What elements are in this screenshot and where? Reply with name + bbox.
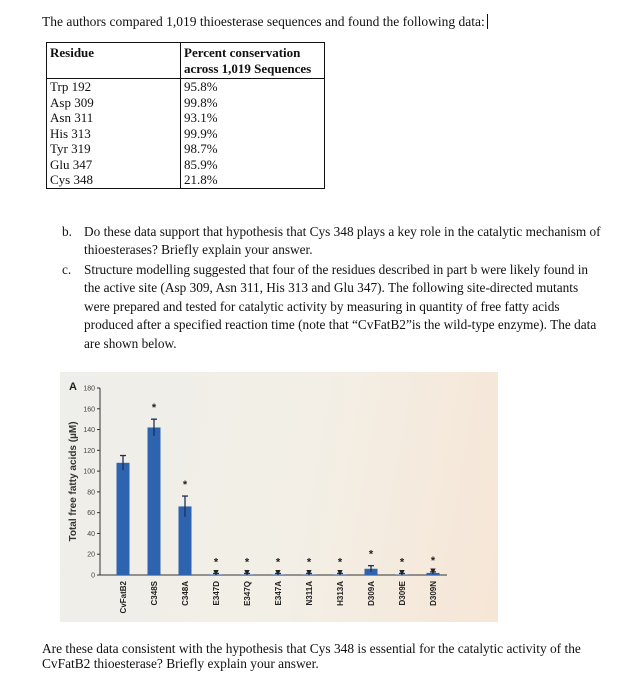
y-tick-label: 20 [87,551,95,559]
table-row [47,172,325,188]
significance-marker: * [337,556,343,569]
conservation-header: Percent conservation across 1,019 Sequences [181,43,325,79]
residue-cell: Asp 309 [47,95,181,111]
residue-cell: His 313 [47,126,181,142]
y-tick-label: 160 [83,406,95,414]
y-tick-label: 140 [83,427,95,435]
x-category-label: D309A [367,581,376,606]
y-axis-label: Total free fatty acids (µM) [68,421,79,542]
table-row [47,110,325,126]
x-category-label: E347D [212,581,221,606]
y-tick-label: 100 [83,468,95,476]
x-category-label: E347Q [243,581,252,606]
data-bar [117,463,130,575]
x-category-label: D309N [429,581,438,606]
conservation-table [46,42,325,189]
question-c-text: Structure modelling suggested that four of the residues described in part b were likely found in the active site (Asp 309, Asn 311, His 313 and Glu 347). The following site-directed mutants were prepared and tested for catalytic activity by measuring in quantity of free fatty acids produced after a specified reaction time (note that “CvFatB2”is the wild-type enzyme). The data are shown below. [84,262,597,351]
question-c-label: c. [62,262,72,277]
y-tick-label: 180 [83,385,95,393]
x-category-label: C348S [150,581,159,606]
intro-text [42,14,488,30]
x-category-label: N311A [305,581,314,606]
significance-marker: * [430,554,436,567]
table-row [47,157,325,173]
significance-arrow: ▼ [275,568,281,577]
percent-cell: 99.9% [181,126,325,142]
table-row [47,141,325,157]
y-tick-label: 120 [83,447,95,455]
residue-cell: Cys 348 [47,172,181,188]
question-b-text: Do these data support that hypothesis that Cys 348 plays a key role in the catalytic mechanism of thioesterases? Briefly explain your answer. [84,224,601,258]
x-category-label: E347A [274,581,283,606]
significance-arrow: ▼ [399,568,405,577]
residue-header: Residue [47,43,181,79]
significance-arrow: ▼ [337,568,343,577]
x-category-label: H313A [336,581,345,606]
panel-label: A [69,381,77,393]
residue-cell: Tyr 319 [47,141,181,157]
table-row [47,79,325,95]
intro-sentence: The authors compared 1,019 thioesterase sequences and found the following data: [42,14,485,29]
y-tick-label: 40 [87,530,95,538]
y-tick-label: 80 [87,489,95,497]
text-caret [487,14,488,29]
significance-marker: * [399,556,405,569]
x-category-label: C348A [181,581,190,606]
final-question: Are these data consistent with the hypothesis that Cys 348 is essential for the catalytic activity of the CvFatB2 thioesterase? Briefly explain your answer. [42,641,581,671]
y-tick-label: 0 [91,572,95,580]
table-header-row [47,43,325,79]
significance-marker: * [368,548,374,561]
significance-marker: * [151,402,157,415]
percent-cell: 21.8% [181,172,325,188]
significance-arrow: ▼ [430,566,436,575]
table-row [47,95,325,111]
figure-photo [60,372,498,622]
significance-arrow: ▼ [244,568,250,577]
percent-cell: 93.1% [181,110,325,126]
percent-cell: 99.8% [181,95,325,111]
residue-cell: Asn 311 [47,110,181,126]
y-tick-label: 60 [87,510,95,518]
table-row [47,126,325,142]
residue-cell: Glu 347 [47,157,181,173]
percent-cell: 98.7% [181,141,325,157]
significance-arrow: ▼ [306,568,312,577]
question-b-label: b. [62,224,72,239]
data-bar [148,427,161,575]
significance-marker: * [182,479,188,492]
x-category-label: CvFatB2 [119,581,128,614]
significance-marker: * [275,556,281,569]
percent-cell: 85.9% [181,157,325,173]
significance-marker: * [213,556,219,569]
residue-cell: Trp 192 [47,79,181,95]
percent-cell: 95.8% [181,79,325,95]
significance-marker: * [244,556,250,569]
significance-arrow: ▼ [213,568,219,577]
x-category-label: D309E [398,581,407,606]
significance-marker: * [306,556,312,569]
bar-chart [60,372,498,622]
